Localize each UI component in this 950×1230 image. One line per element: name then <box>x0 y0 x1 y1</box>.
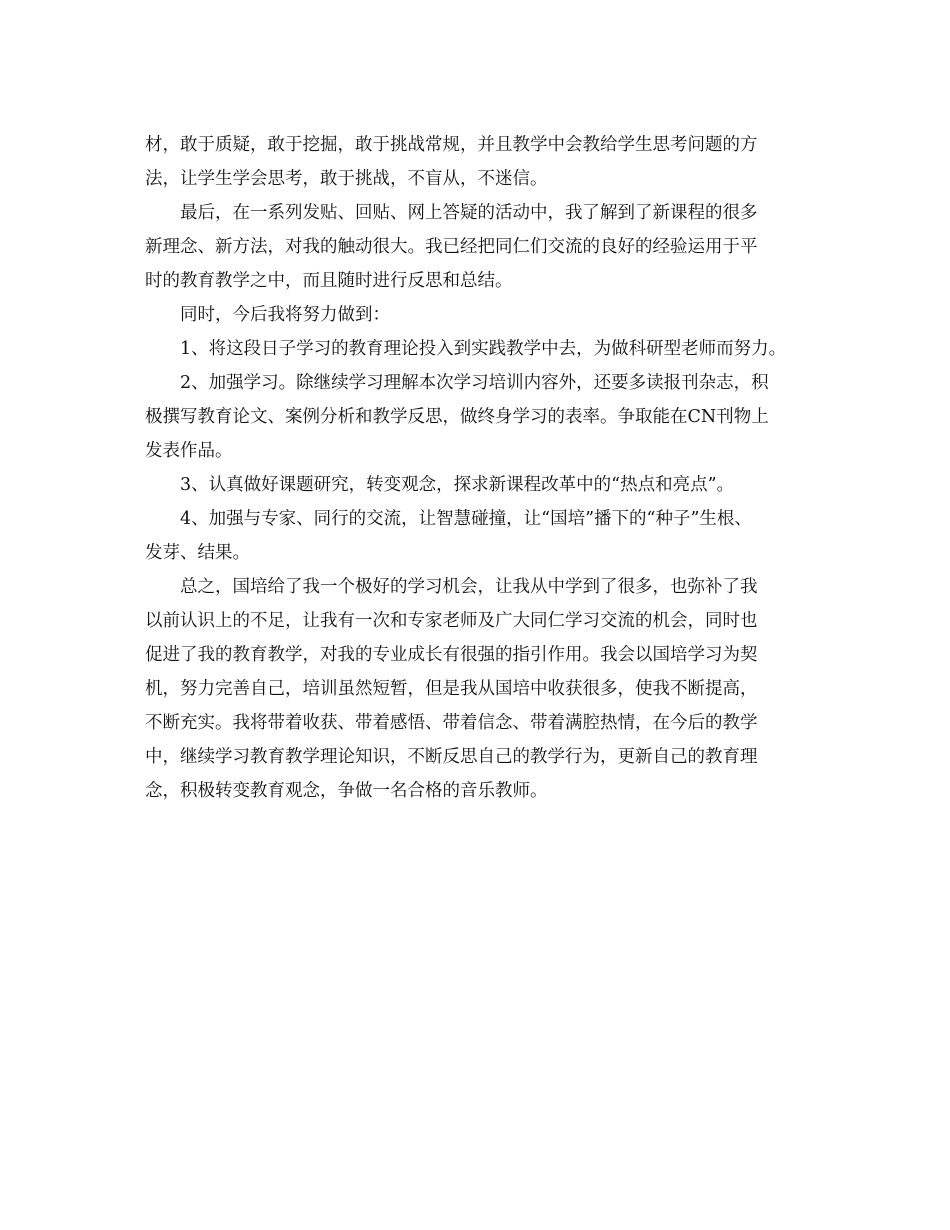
text-line: 1、将这段日子学习的教育理论投入到实践教学中去，为做科研型老师而努力。 <box>180 339 787 359</box>
text-line: 同时，今后我将努力做到： <box>180 305 390 325</box>
document-body <box>145 128 825 808</box>
text-line: 不断充实。我将带着收获、带着感悟、带着信念、带着满腔热情，在今后的教学 <box>145 713 758 733</box>
text-line: 法，让学生学会思考，敢于挑战，不盲从，不迷信。 <box>145 169 548 189</box>
text-line: 4、加强与专家、同行的交流，让智慧碰撞，让“国培”播下的“种子”生根、 <box>180 509 752 529</box>
text-line: 最后，在一系列发贴、回贴、网上答疑的活动中，我了解到了新课程的很多 <box>180 203 758 223</box>
text-line: 中，继续学习教育教学理论知识，不断反思自己的教学行为，更新自己的教育理 <box>145 747 758 767</box>
text-line: 机，努力完善自己，培训虽然短暂，但是我从国培中收获很多，使我不断提高， <box>145 679 758 699</box>
text-line: 2、加强学习。除继续学习理解本次学习培训内容外，还要多读报刊杂志，积 <box>180 373 769 393</box>
text-line: 新理念、新方法，对我的触动很大。我已经把同仁们交流的良好的经验运用于平 <box>145 237 758 257</box>
text-line: 念，积极转变教育观念，争做一名合格的音乐教师。 <box>145 781 548 801</box>
text-line: 发芽、结果。 <box>145 543 250 563</box>
text-line: 3、认真做好课题研究，转变观念，探求新课程改革中的“热点和亮点”。 <box>180 475 735 495</box>
text-line: 时的教育教学之中，而且随时进行反思和总结。 <box>145 271 513 291</box>
text-line: 发表作品。 <box>145 441 233 461</box>
text-line: 总之，国培给了我一个极好的学习机会，让我从中学到了很多，也弥补了我 <box>180 577 758 597</box>
text-line: 材，敢于质疑，敢于挖掘，敢于挑战常规，并且教学中会教给学生思考问题的方 <box>145 135 758 155</box>
text-line: 促进了我的教育教学，对我的专业成长有很强的指引作用。我会以国培学习为契 <box>145 645 758 665</box>
text-line: 以前认识上的不足，让我有一次和专家老师及广大同仁学习交流的机会，同时也 <box>145 611 758 631</box>
text-line: 极撰写教育论文、案例分析和教学反思，做终身学习的表率。争取能在CN刊物上 <box>145 407 769 427</box>
